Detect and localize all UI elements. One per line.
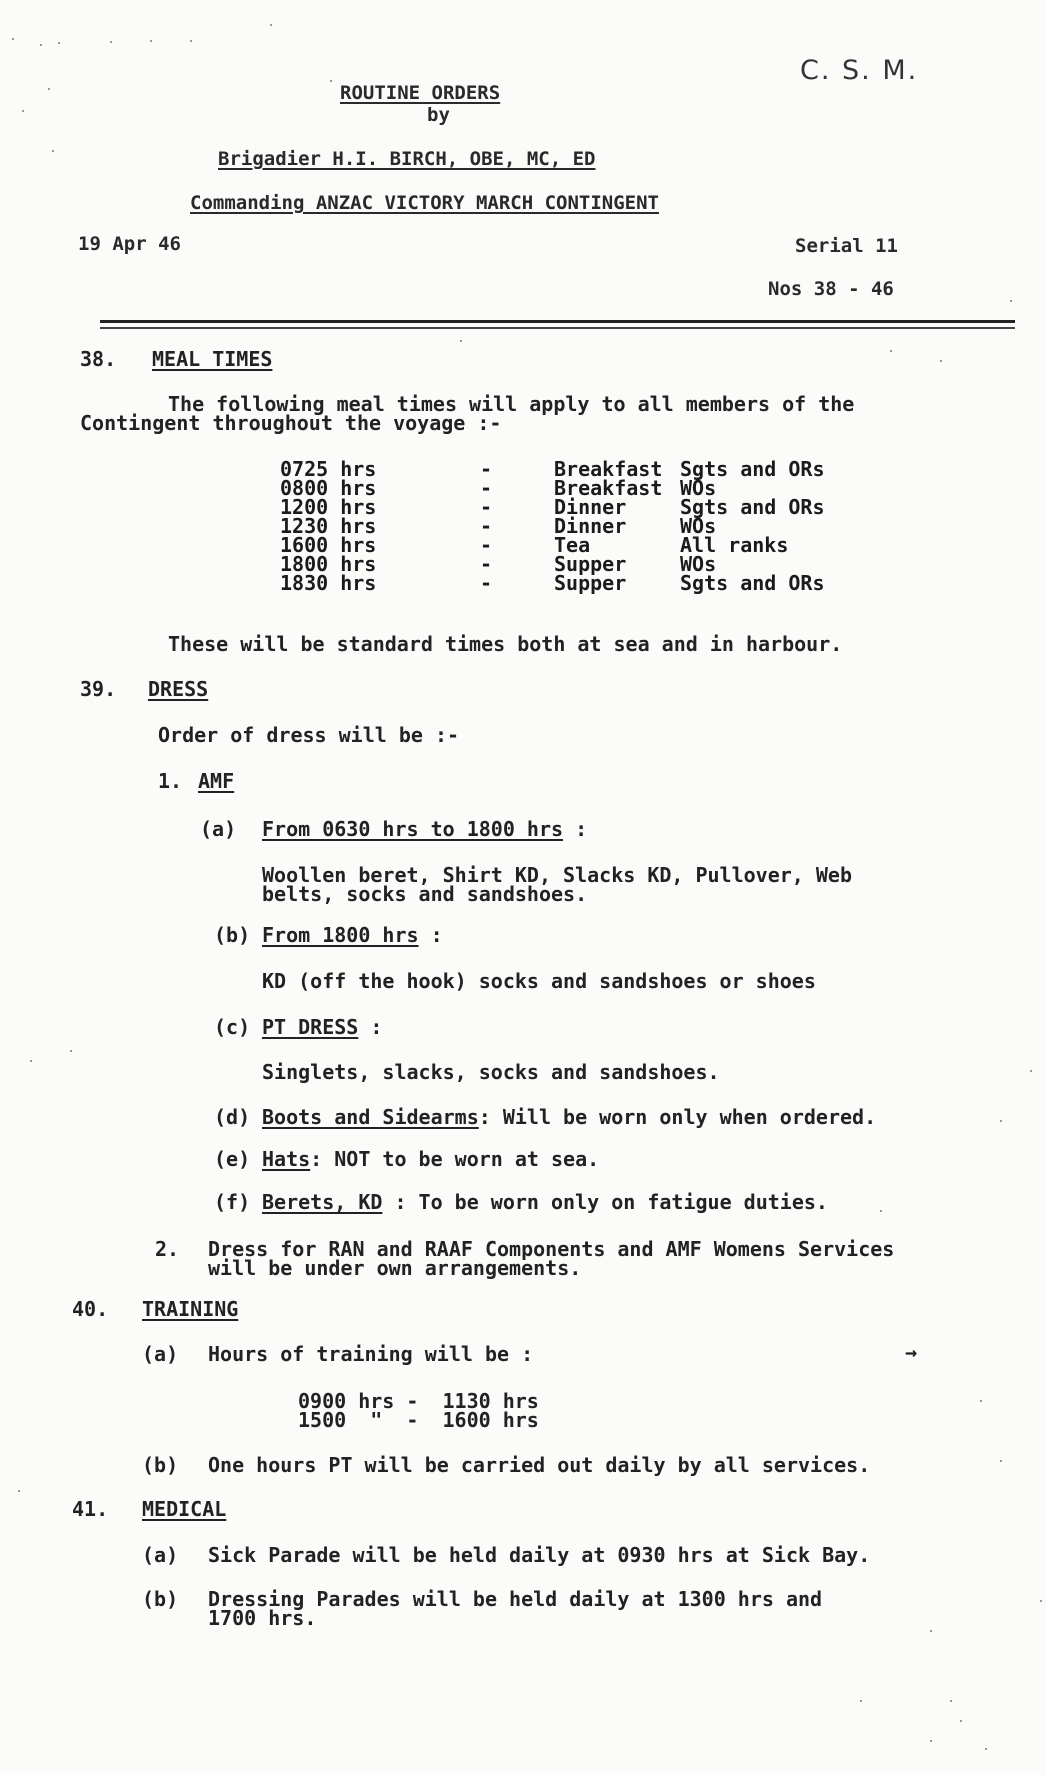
meal-name: Breakfast: [554, 457, 663, 481]
arrow-mark: →: [905, 1340, 918, 1364]
item-a-heading: From 0630 hrs to 1800 hrs: [262, 817, 564, 841]
command-line: Commanding ANZAC VICTORY MARCH CONTINGENT: [190, 192, 659, 214]
item-b-heading-line: [262, 923, 443, 947]
item-a-text: Woollen beret, Shirt KD, Slacks KD, Pullover, Web: [262, 863, 853, 887]
meal-dash: -: [480, 476, 493, 500]
meal-time: 0800 hrs: [280, 476, 377, 500]
item-c-colon: :: [358, 1015, 383, 1039]
item-f-heading: Berets, KD: [262, 1190, 383, 1214]
meal-who: Sgts and ORs: [680, 571, 825, 595]
scan-speck: [40, 44, 42, 46]
meal-name: Breakfast: [554, 476, 663, 500]
section-39-heading: DRESS: [148, 677, 209, 701]
meal-time: 1200 hrs: [280, 495, 377, 519]
section-41-item-a-text: Sick Parade will be held daily at 0930 hrs at Sick Bay.: [208, 1543, 871, 1567]
scan-speck: [940, 360, 942, 362]
section-40-item-b-text: One hours PT will be carried out daily by all services.: [208, 1453, 871, 1477]
scan-speck: [960, 1720, 962, 1722]
meal-time: 1800 hrs: [280, 552, 377, 576]
item-d-label: (d): [214, 1105, 251, 1129]
item-e-text: : NOT to be worn at sea.: [310, 1147, 600, 1171]
scan-speck: [270, 24, 272, 26]
meal-who: WOs: [680, 552, 717, 576]
meal-time-row: [280, 574, 825, 593]
header-divider: [100, 320, 1015, 323]
para-2-text: Dress for RAN and RAAF Components and AMF Womens Services: [208, 1237, 895, 1261]
meal-dash: -: [480, 457, 493, 481]
meal-dash: -: [480, 552, 493, 576]
section-41-item-b-label: (b): [142, 1587, 179, 1611]
scan-speck: [930, 1630, 932, 1632]
meal-name: Supper: [554, 571, 627, 595]
scan-speck: [1010, 300, 1012, 302]
section-41-item-a-label: (a): [142, 1543, 179, 1567]
scan-speck: [58, 42, 60, 44]
section-41-item-b-text-continued: 1700 hrs.: [208, 1606, 317, 1630]
meal-name: Tea: [554, 533, 591, 557]
scan-speck: [890, 350, 892, 352]
scan-speck: [52, 150, 54, 152]
section-40-item-a-label: (a): [142, 1342, 179, 1366]
meal-who: WOs: [680, 514, 717, 538]
scan-speck: [985, 1748, 987, 1750]
section-40-item-a-text: Hours of training will be :: [208, 1342, 534, 1366]
meal-who: Sgts and ORs: [680, 457, 825, 481]
section-38-intro: The following meal times will apply to all members of the: [168, 392, 855, 416]
title-by: by: [427, 104, 450, 126]
scan-speck: [190, 40, 192, 42]
scan-speck: [930, 1740, 932, 1742]
meal-time: 0725 hrs: [280, 457, 377, 481]
scan-speck: [980, 1400, 982, 1402]
section-41-heading: MEDICAL: [142, 1497, 227, 1521]
scan-speck: [860, 1700, 862, 1702]
scan-speck: [22, 110, 24, 112]
item-c-heading-line: [262, 1015, 383, 1039]
item-f-label: (f): [214, 1190, 251, 1214]
section-38-heading: MEAL TIMES: [152, 347, 273, 371]
meal-dash: -: [480, 533, 493, 557]
item-e-heading: Hats: [262, 1147, 311, 1171]
para-2-number: 2.: [155, 1237, 180, 1261]
order-numbers: Nos 38 - 46: [768, 278, 894, 300]
scan-speck: [30, 1060, 32, 1062]
section-38-closing: These will be standard times both at sea and in harbour.: [168, 632, 843, 656]
section-41-number: 41.: [72, 1497, 109, 1521]
section-39-number: 39.: [80, 677, 117, 701]
section-40-heading: TRAINING: [142, 1297, 239, 1321]
meal-dash: -: [480, 571, 493, 595]
item-c-text: Singlets, slacks, socks and sandshoes.: [262, 1060, 720, 1084]
item-f-line: [262, 1190, 828, 1214]
scan-speck: [1040, 1600, 1042, 1602]
item-c-heading: PT DRESS: [262, 1015, 359, 1039]
scan-speck: [150, 40, 152, 42]
meal-who: WOs: [680, 476, 717, 500]
scan-speck: [12, 38, 14, 40]
item-b-colon: :: [418, 923, 443, 947]
meal-time: 1600 hrs: [280, 533, 377, 557]
scan-speck: [1030, 1070, 1032, 1072]
item-a-colon: :: [563, 817, 588, 841]
scan-speck: [70, 1050, 72, 1052]
scan-speck: [1000, 1120, 1002, 1122]
scan-speck: [460, 340, 462, 342]
meal-name: Supper: [554, 552, 627, 576]
meal-times-table: [280, 457, 825, 595]
training-hours-morning: 0900 hrs - 1130 hrs: [298, 1389, 539, 1413]
item-a-label: (a): [200, 817, 237, 841]
scan-speck: [1000, 1460, 1002, 1462]
scan-speck: [48, 88, 50, 90]
section-40-number: 40.: [72, 1297, 109, 1321]
section-39-intro: Order of dress will be :-: [158, 723, 460, 747]
meal-time: 1830 hrs: [280, 571, 377, 595]
item-d-line: [262, 1105, 877, 1129]
meal-name: Dinner: [554, 514, 627, 538]
scan-speck: [950, 1700, 952, 1702]
header-divider-second: [100, 327, 1015, 329]
para-2-text-continued: will be under own arrangements.: [208, 1256, 582, 1280]
scan-speck: [18, 1490, 20, 1492]
meal-time: 1230 hrs: [280, 514, 377, 538]
meal-who: All ranks: [680, 533, 789, 557]
item-a-text-continued: belts, socks and sandshoes.: [262, 882, 588, 906]
document-date: 19 Apr 46: [78, 233, 181, 255]
handwritten-annotation: C. S. M.: [800, 55, 919, 86]
para-1-number: 1.: [158, 769, 183, 793]
item-a-heading-line: [262, 817, 588, 841]
section-38-intro-continued: Contingent throughout the voyage :-: [80, 411, 502, 435]
para-1-label: AMF: [198, 769, 235, 793]
meal-name: Dinner: [554, 495, 627, 519]
item-d-text: : Will be worn only when ordered.: [478, 1105, 877, 1129]
item-e-label: (e): [214, 1147, 251, 1171]
section-40-item-b-label: (b): [142, 1453, 179, 1477]
scan-speck: [330, 80, 332, 82]
section-38-number: 38.: [80, 347, 117, 371]
scan-speck: [880, 1210, 882, 1212]
serial-number: Serial 11: [795, 235, 898, 257]
item-b-text: KD (off the hook) socks and sandshoes or shoes: [262, 969, 816, 993]
meal-dash: -: [480, 495, 493, 519]
item-c-label: (c): [214, 1015, 251, 1039]
scan-speck: [110, 41, 112, 43]
training-hours-afternoon: 1500 " - 1600 hrs: [298, 1408, 539, 1432]
meal-who: Sgts and ORs: [680, 495, 825, 519]
section-41-item-b-text: Dressing Parades will be held daily at 1300 hrs and: [208, 1587, 823, 1611]
item-f-text: : To be worn only on fatigue duties.: [382, 1190, 828, 1214]
item-d-heading: Boots and Sidearms: [262, 1105, 479, 1129]
item-b-label: (b): [214, 923, 251, 947]
meal-dash: -: [480, 514, 493, 538]
item-b-heading: From 1800 hrs: [262, 923, 419, 947]
issuing-officer: Brigadier H.I. BIRCH, OBE, MC, ED: [218, 148, 596, 170]
document-title: ROUTINE ORDERS: [340, 82, 501, 104]
item-e-line: [262, 1147, 600, 1171]
